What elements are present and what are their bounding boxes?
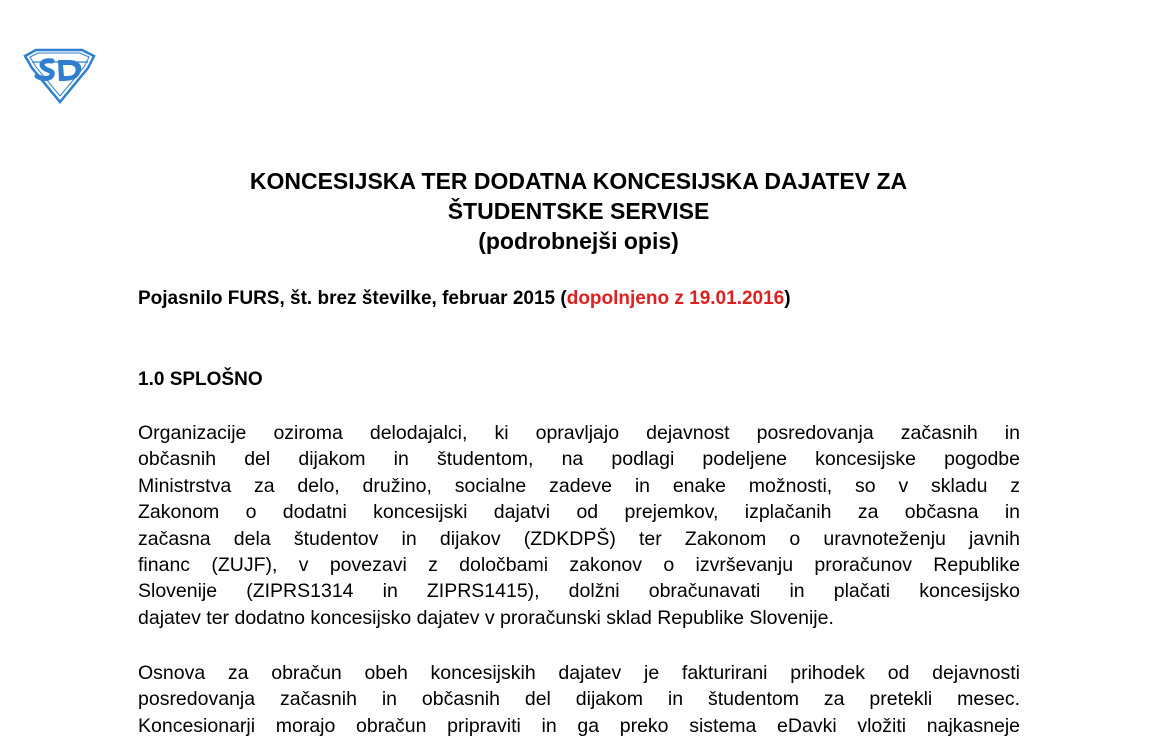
paragraph-line: začasna dela študentov in dijakov (ZDKDPŠ) ter Zakonom o uravnoteženju javnih — [138, 527, 1020, 550]
paragraph-2 — [138, 660, 1020, 739]
paragraph-line: občasnih del dijakom in študentom, na podlagi podeljene koncesijske pogodbe — [138, 448, 1020, 471]
paragraph-line: financ (ZUJF), v povezavi z določbami zakonov o izvrševanju proračunov Republike — [138, 554, 1020, 577]
paragraph-line: posredovanja začasnih in občasnih del dijakom in študentom za pretekli mesec. — [138, 688, 1020, 711]
paragraph-line: dajatev ter dodatno koncesijsko dajatev v proračunski sklad Republike Slovenije. — [138, 606, 834, 629]
reference-suffix: ) — [784, 288, 791, 309]
paragraph-line: Zakonom o dodatni koncesijski dajatvi od prejemkov, izplačanih za občasna in — [138, 501, 1020, 524]
paragraph-line: Slovenije (ZIPRS1314 in ZIPRS1415), dolžni obračunavati in plačati koncesijsko — [138, 580, 1020, 603]
reference-update-date: dopolnjeno z 19.01.2016 — [566, 288, 785, 309]
paragraph-line: Koncesionarji morajo obračun pripraviti in ga preko sistema eDavki vložiti najkasneje — [138, 714, 1020, 737]
paragraph-1 — [138, 420, 1020, 631]
document-title — [0, 166, 1157, 256]
title-subtitle: (podrobnejši opis) — [478, 228, 679, 254]
section-heading: 1.0 SPLOŠNO — [138, 369, 263, 390]
paragraph-line: Organizacije oziroma delodajalci, ki opravljajo dejavnost posredovanja začasnih in — [138, 422, 1020, 444]
sd-shield-logo-icon — [22, 48, 96, 104]
paragraph-line: Osnova za obračun obeh koncesijskih dajatev je fakturirani prihodek od dejavnosti — [138, 662, 1020, 684]
title-line-2: ŠTUDENTSKE SERVISE — [447, 198, 710, 224]
paragraph-line: Ministrstva za delo, družino, socialne zadeve in enake možnosti, so v skladu z — [138, 474, 1020, 497]
reference-prefix: Pojasnilo FURS, št. brez številke, februar 2015 ( — [138, 288, 567, 309]
document-reference — [138, 286, 791, 312]
title-line-1: KONCESIJSKA TER DODATNA KONCESIJSKA DAJATEV ZA — [249, 168, 908, 194]
